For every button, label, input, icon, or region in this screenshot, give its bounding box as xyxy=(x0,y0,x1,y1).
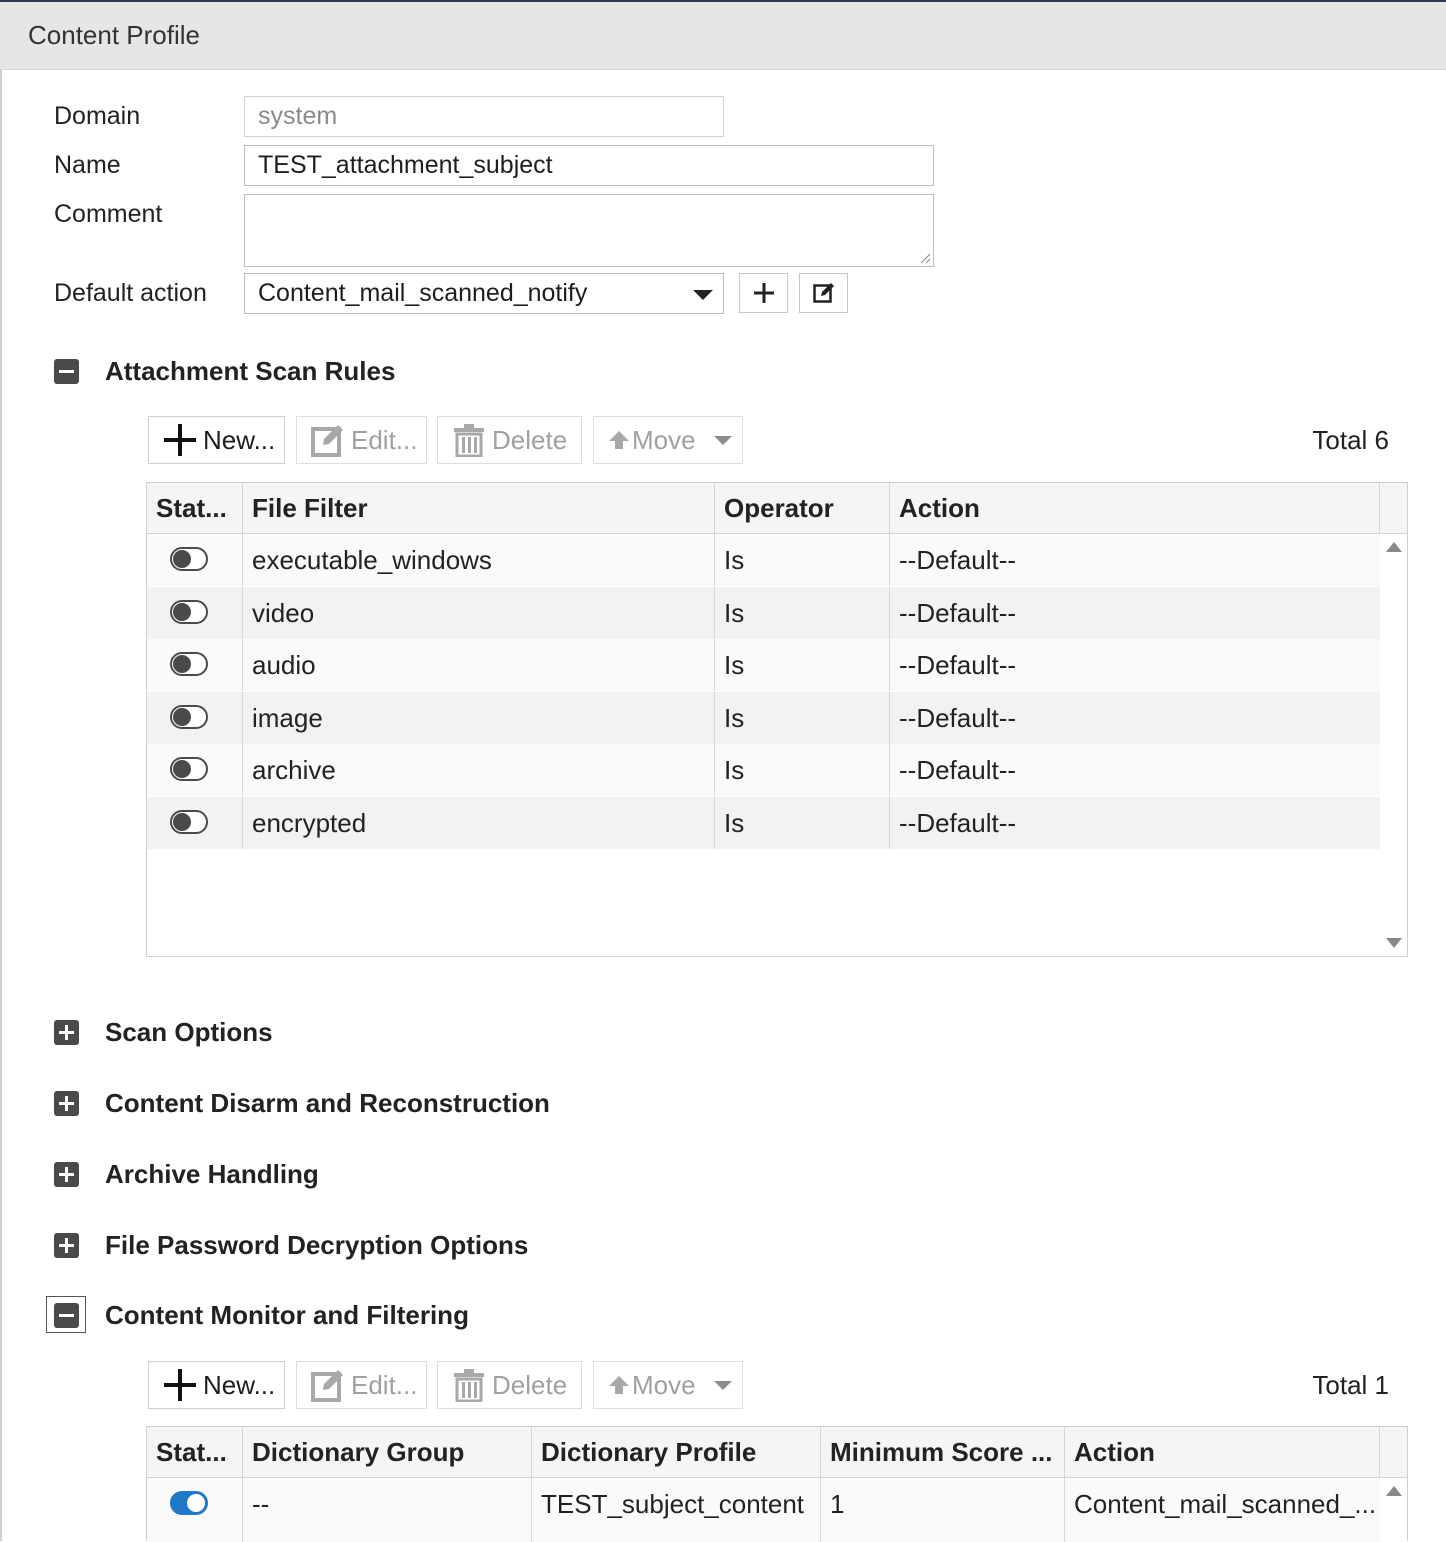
default-action-select[interactable] xyxy=(244,273,724,314)
delete-label: Delete xyxy=(492,424,568,455)
file-filter-cell: encrypted xyxy=(243,797,715,849)
section-scan-options[interactable] xyxy=(54,1017,273,1047)
attachment-rules-table xyxy=(146,482,1408,957)
section-title: Content Disarm and Reconstruction xyxy=(105,1087,550,1118)
default-action-value: Content_mail_scanned_notify xyxy=(258,279,588,307)
collapse-icon[interactable] xyxy=(54,1303,79,1328)
plus-icon xyxy=(753,282,775,304)
content-monitor-total: Total 1 xyxy=(1312,1370,1389,1400)
domain-label: Domain xyxy=(54,102,141,130)
column-header-action[interactable]: Action xyxy=(890,483,1380,533)
file-filter-cell: audio xyxy=(243,639,715,691)
move-label: Move xyxy=(632,1369,696,1400)
vertical-scrollbar[interactable] xyxy=(1380,534,1407,956)
action-cell: --Default-- xyxy=(899,598,1017,628)
minimum-score-cell: 1 xyxy=(821,1478,1065,1542)
chevron-down-icon xyxy=(714,436,732,445)
scroll-up-arrow-icon[interactable] xyxy=(1386,542,1402,552)
section-content-disarm[interactable] xyxy=(54,1088,550,1118)
edit-icon xyxy=(813,282,835,304)
collapse-icon[interactable] xyxy=(54,359,79,384)
edit-label: Edit... xyxy=(351,1369,418,1400)
operator-cell: Is xyxy=(715,744,890,796)
table-row[interactable] xyxy=(147,587,1380,639)
operator-cell: Is xyxy=(715,587,890,639)
action-cell: --Default-- xyxy=(899,545,1017,575)
status-toggle[interactable] xyxy=(170,652,208,676)
delete-monitor-button[interactable] xyxy=(437,1361,582,1409)
dictionary-profile-cell: TEST_subject_content xyxy=(532,1478,821,1542)
column-header-status[interactable]: Stat... xyxy=(147,483,243,533)
section-file-password-decryption[interactable] xyxy=(54,1230,528,1260)
content-monitor-header[interactable] xyxy=(54,1300,469,1330)
edit-icon xyxy=(311,1368,345,1402)
attachment-rules-total: Total 6 xyxy=(1312,425,1389,455)
edit-monitor-button[interactable] xyxy=(296,1361,427,1409)
operator-cell: Is xyxy=(715,692,890,744)
action-cell: Content_mail_scanned_... xyxy=(1074,1489,1377,1519)
new-rule-button[interactable] xyxy=(148,416,285,464)
column-header-dictionary-group[interactable]: Dictionary Group xyxy=(243,1427,532,1477)
operator-cell: Is xyxy=(715,534,890,586)
expand-icon[interactable] xyxy=(54,1233,79,1258)
comment-textarea[interactable] xyxy=(244,194,934,267)
table-row[interactable] xyxy=(147,692,1380,744)
section-title: Attachment Scan Rules xyxy=(105,355,396,386)
name-label: Name xyxy=(54,151,121,179)
file-filter-cell: image xyxy=(243,692,715,744)
table-row[interactable] xyxy=(147,534,1380,586)
new-label: New... xyxy=(203,1369,276,1400)
edit-label: Edit... xyxy=(351,424,418,455)
add-action-button[interactable] xyxy=(739,273,788,313)
chevron-down-icon xyxy=(693,290,713,300)
action-cell: --Default-- xyxy=(899,808,1017,838)
dictionary-group-cell: -- xyxy=(243,1478,532,1542)
column-header-operator[interactable]: Operator xyxy=(715,483,890,533)
section-title: File Password Decryption Options xyxy=(105,1229,529,1260)
delete-rule-button[interactable] xyxy=(437,416,582,464)
status-toggle[interactable] xyxy=(170,757,208,781)
dialog-titlebar xyxy=(0,2,1446,70)
operator-cell: Is xyxy=(715,797,890,849)
chevron-down-icon xyxy=(714,1381,732,1390)
column-header-minimum-score[interactable]: Minimum Score ... xyxy=(821,1427,1065,1477)
column-header-status[interactable]: Stat... xyxy=(147,1427,243,1477)
status-toggle[interactable] xyxy=(170,600,208,624)
edit-rule-button[interactable] xyxy=(296,416,427,464)
file-filter-cell: executable_windows xyxy=(243,534,715,586)
delete-label: Delete xyxy=(492,1369,568,1400)
column-header-file-filter[interactable]: File Filter xyxy=(243,483,715,533)
trash-icon xyxy=(452,423,486,457)
scroll-up-arrow-icon[interactable] xyxy=(1386,1486,1402,1496)
dialog-left-border xyxy=(0,70,2,1541)
file-filter-cell: video xyxy=(243,587,715,639)
move-label: Move xyxy=(632,424,696,455)
status-toggle[interactable] xyxy=(170,547,208,571)
column-header-action[interactable]: Action xyxy=(1065,1427,1380,1477)
column-header-dictionary-profile[interactable]: Dictionary Profile xyxy=(532,1427,821,1477)
arrow-up-icon xyxy=(608,429,630,451)
plus-icon xyxy=(163,423,197,457)
scroll-down-arrow-icon[interactable] xyxy=(1386,938,1402,948)
table-row[interactable] xyxy=(147,797,1380,849)
table-row[interactable] xyxy=(147,639,1380,691)
table-header xyxy=(147,483,1407,534)
dialog-title: Content Profile xyxy=(28,20,200,50)
table-row[interactable] xyxy=(147,1478,1380,1542)
trash-icon xyxy=(452,1368,486,1402)
status-toggle[interactable] xyxy=(170,705,208,729)
resize-grip-icon[interactable] xyxy=(919,252,931,264)
plus-icon xyxy=(163,1368,197,1402)
section-title: Scan Options xyxy=(105,1016,273,1047)
status-toggle[interactable] xyxy=(170,810,208,834)
table-row[interactable] xyxy=(147,744,1380,796)
action-cell: --Default-- xyxy=(899,755,1017,785)
edit-icon xyxy=(311,423,345,457)
domain-field: system xyxy=(244,96,724,137)
new-monitor-button[interactable] xyxy=(148,1361,285,1409)
section-title: Content Monitor and Filtering xyxy=(105,1299,469,1330)
expand-icon[interactable] xyxy=(54,1020,79,1045)
arrow-up-icon xyxy=(608,1374,630,1396)
default-action-label: Default action xyxy=(54,279,207,307)
move-rule-button[interactable] xyxy=(593,416,743,464)
edit-action-button[interactable] xyxy=(799,273,848,313)
action-cell: --Default-- xyxy=(899,703,1017,733)
vertical-scrollbar[interactable] xyxy=(1380,1478,1407,1542)
section-title: Archive Handling xyxy=(105,1158,319,1189)
status-toggle[interactable] xyxy=(170,1491,208,1515)
attachment-scan-rules-header[interactable] xyxy=(54,356,395,386)
name-field[interactable]: TEST_attachment_subject xyxy=(244,145,934,186)
table-header xyxy=(147,1427,1407,1478)
section-archive-handling[interactable] xyxy=(54,1159,319,1189)
content-monitor-table xyxy=(146,1426,1408,1541)
new-label: New... xyxy=(203,424,276,455)
expand-icon[interactable] xyxy=(54,1162,79,1187)
file-filter-cell: archive xyxy=(243,744,715,796)
action-cell: --Default-- xyxy=(899,650,1017,680)
move-monitor-button[interactable] xyxy=(593,1361,743,1409)
comment-label: Comment xyxy=(54,200,163,228)
expand-icon[interactable] xyxy=(54,1091,79,1116)
operator-cell: Is xyxy=(715,639,890,691)
